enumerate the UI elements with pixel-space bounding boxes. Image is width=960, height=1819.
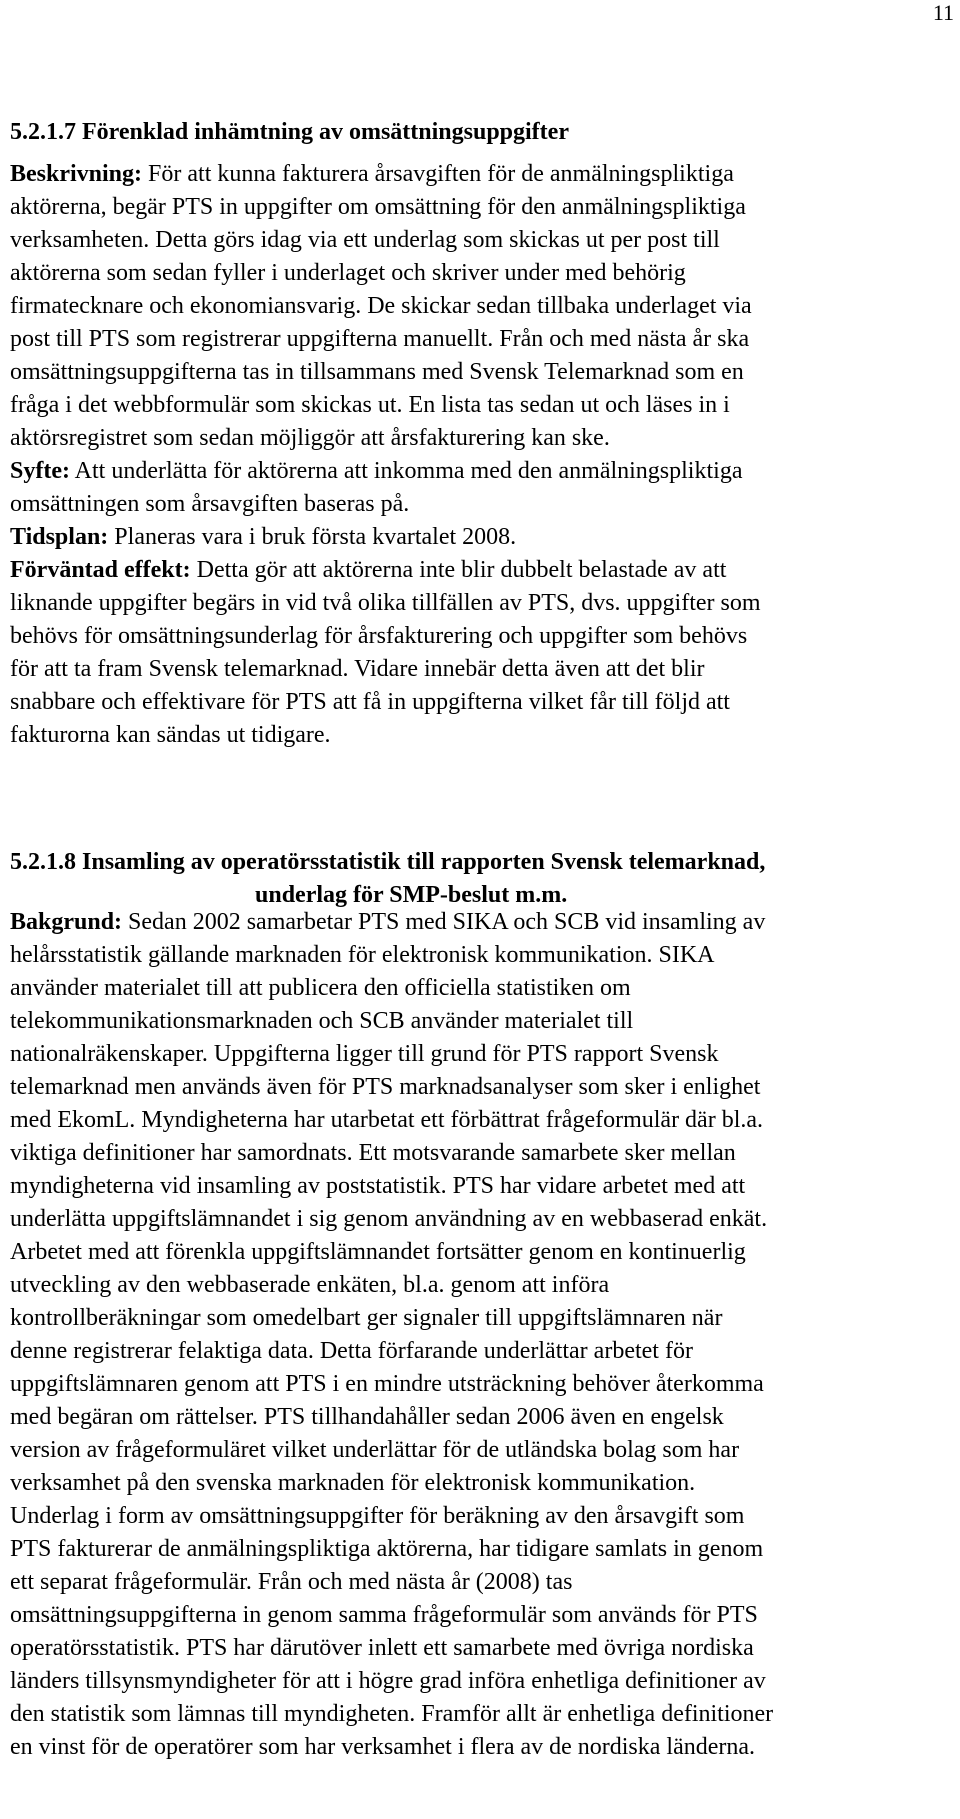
text-line: aktörerna, begär PTS in uppgifter om omsättning för den anmälningspliktiga <box>10 194 746 220</box>
section-heading-5-2-1-7 <box>10 116 569 149</box>
text-line: för att ta fram Svensk telemarknad. Vidare innebär detta även att det blir <box>10 656 705 682</box>
text-line: en vinst för de operatörer som har verksamhet i flera av de nordiska länderna. <box>10 1734 756 1760</box>
text-line: Arbetet med att förenkla uppgiftslämnandet fortsätter genom en kontinuerlig <box>10 1239 746 1265</box>
text-line: uppgiftslämnaren genom att PTS i en mindre utsträckning behöver återkomma <box>10 1371 764 1397</box>
text-line: med begäran om rättelser. PTS tillhandahåller sedan 2006 även en engelsk <box>10 1404 724 1430</box>
text-line: Syfte: Att underlätta för aktörerna att inkomma med den anmälningspliktiga <box>10 458 743 484</box>
tidsplan-paragraph <box>10 521 950 554</box>
text-line: myndigheterna vid insamling av poststatistik. PTS har vidare arbetet med att <box>10 1173 746 1199</box>
text-line: ett separat frågeformulär. Från och med nästa år (2008) tas <box>10 1569 573 1595</box>
section-title-line-1: Insamling av operatörsstatistik till rapporten Svensk telemarknad, <box>82 849 766 875</box>
text-line: denne registrerar felaktiga data. Detta förfarande underlättar arbetet för <box>10 1338 693 1364</box>
text-line: Förväntad effekt: Detta gör att aktörerna inte blir dubbelt belastade av att <box>10 557 727 583</box>
text-line: fråga i det webbformulär som skickas ut. En lista tas sedan ut och läses in i <box>10 392 730 418</box>
text-line: verksamheten. Detta görs idag via ett underlag som skickas ut per post till <box>10 227 720 253</box>
text-line: använder materialet till att publicera den officiella statistiken om <box>10 975 631 1001</box>
text-line: Beskrivning: För att kunna fakturera årsavgiften för de anmälningspliktiga <box>10 161 734 187</box>
text-line: version av frågeformuläret vilket underlättar för de utländska bolag som har <box>10 1437 740 1463</box>
text-line: operatörsstatistik. PTS har därutöver inlett ett samarbete med övriga nordiska <box>10 1635 754 1661</box>
text-line: den statistik som lämnas till myndigheten. Framför allt är enhetliga definitioner <box>10 1701 774 1727</box>
text-line: Tidsplan: Planeras vara i bruk första kvartalet 2008. <box>10 524 517 550</box>
effekt-paragraph <box>10 554 950 752</box>
text-line: utveckling av den webbaserade enkäten, bl.a. genom att införa <box>10 1272 610 1298</box>
text-line: telemarknad men används även för PTS marknadsanalyser som sker i enlighet <box>10 1074 761 1100</box>
text-line: PTS fakturerar de anmälningspliktiga aktörerna, har tidigare samlats in genom <box>10 1536 764 1562</box>
text-line: Underlag i form av omsättningsuppgifter för beräkning av den årsavgift som <box>10 1503 745 1529</box>
text-line: kontrollberäkningar som omedelbart ger signaler till uppgiftslämnaren när <box>10 1305 723 1331</box>
text-line: firmatecknare och ekonomiansvarig. De skickar sedan tillbaka underlaget via <box>10 293 752 319</box>
section-number: 5.2.1.8 <box>10 849 76 875</box>
text-line: Bakgrund: Sedan 2002 samarbetar PTS med SIKA och SCB vid insamling av <box>10 909 766 935</box>
text-line: omsättningsuppgifterna in genom samma frågeformulär som används för PTS <box>10 1602 758 1628</box>
text-line: liknande uppgifter begärs in vid två olika tillfällen av PTS, dvs. uppgifter som <box>10 590 761 616</box>
tidsplan-label: Tidsplan: <box>10 524 109 550</box>
section-body-5-2-1-7 <box>10 158 950 752</box>
text-line: telekommunikationsmarknaden och SCB använder materialet till <box>10 1008 634 1034</box>
section-title-line-2: underlag för SMP-beslut m.m. <box>255 882 568 908</box>
text-line: snabbare och effektivare för PTS att få in uppgifterna vilket får till följd att <box>10 689 730 715</box>
bakgrund-paragraph <box>10 906 950 1764</box>
text-line: helårsstatistik gällande marknaden för elektronisk kommunikation. SIKA <box>10 942 715 968</box>
text-line: viktiga definitioner har samordnats. Ett motsvarande samarbete sker mellan <box>10 1140 736 1166</box>
heading-line <box>10 846 950 879</box>
text-line: underlätta uppgiftslämnandet i sig genom användning av en webbaserad enkät. <box>10 1206 768 1232</box>
page-number: 11 <box>932 0 954 25</box>
text-line: länders tillsynsmyndigheter för att i högre grad införa enhetliga definitioner av <box>10 1668 766 1694</box>
syfte-paragraph <box>10 455 950 521</box>
beskrivning-label: Beskrivning: <box>10 161 143 187</box>
text-line: post till PTS som registrerar uppgifterna manuellt. Från och med nästa år ska <box>10 326 750 352</box>
text-line: nationalräkenskaper. Uppgifterna ligger till grund för PTS rapport Svensk <box>10 1041 719 1067</box>
text-line: aktörsregistret som sedan möjliggör att årsfakturering kan ske. <box>10 425 610 451</box>
text-line: behövs för omsättningsunderlag för årsfakturering och uppgifter som behövs <box>10 623 748 649</box>
section-title: Förenklad inhämtning av omsättningsuppgifter <box>82 119 569 145</box>
text-line: fakturorna kan sändas ut tidigare. <box>10 722 331 748</box>
text-line: verksamhet på den svenska marknaden för elektronisk kommunikation. <box>10 1470 696 1496</box>
effekt-label: Förväntad effekt: <box>10 557 191 583</box>
syfte-label: Syfte: <box>10 458 70 484</box>
text-line: omsättningen som årsavgiften baseras på. <box>10 491 410 517</box>
text-line: omsättningsuppgifterna tas in tillsammans med Svensk Telemarknad som en <box>10 359 744 385</box>
section-heading-5-2-1-8 <box>10 846 950 912</box>
beskrivning-paragraph <box>10 158 950 455</box>
text-line: aktörerna som sedan fyller i underlaget och skriver under med behörig <box>10 260 686 286</box>
section-body-5-2-1-8 <box>10 906 950 1764</box>
bakgrund-label: Bakgrund: <box>10 909 123 935</box>
text-line: med EkomL. Myndigheterna har utarbetat ett förbättrat frågeformulär där bl.a. <box>10 1107 764 1133</box>
section-number: 5.2.1.7 <box>10 119 76 145</box>
